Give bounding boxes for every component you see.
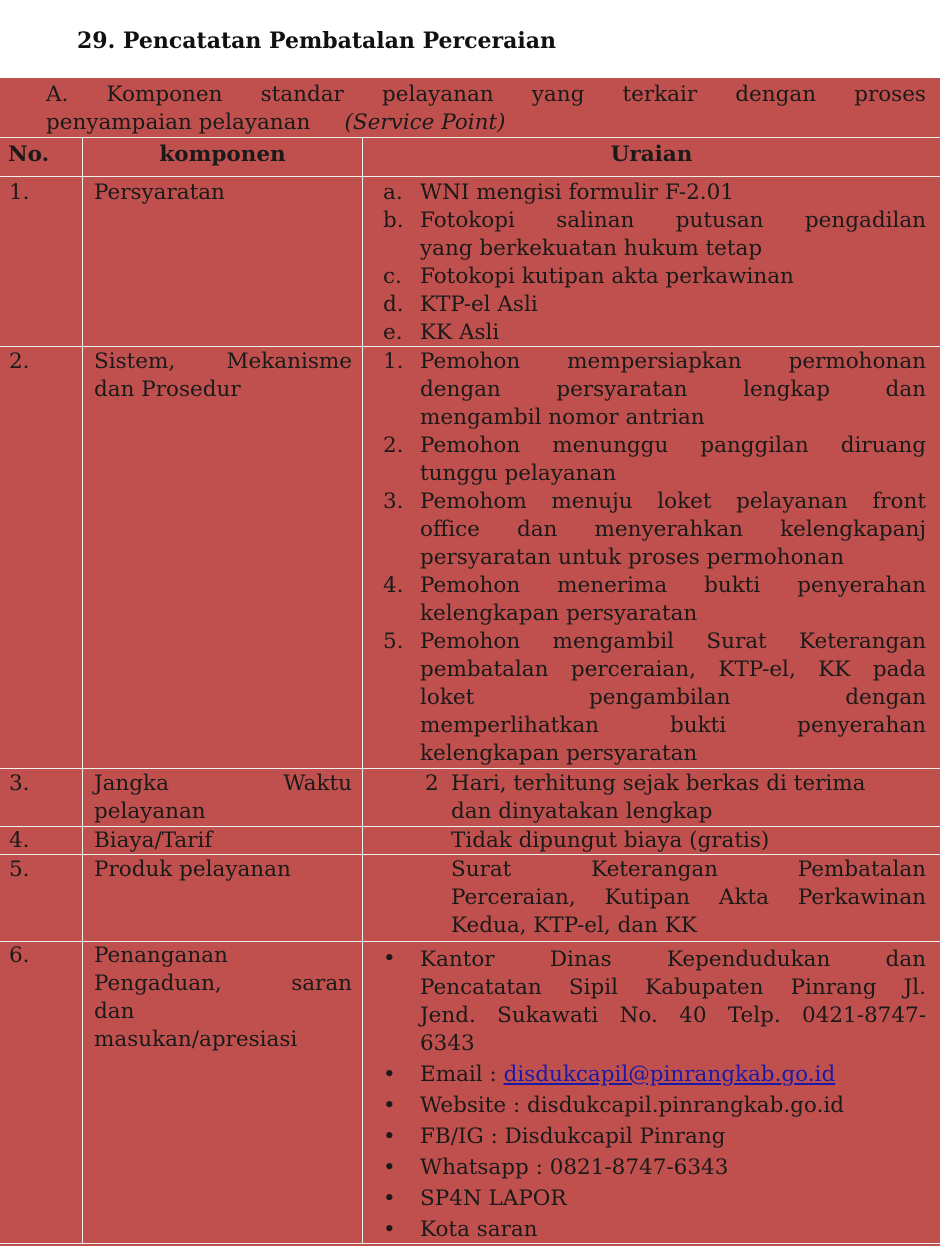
list-item: KTP-el Asli	[420, 292, 538, 317]
row-komponen: dan Prosedur	[94, 377, 241, 402]
list-item: Fotokopi kutipan akta perkawinan	[420, 264, 794, 289]
list-item: persyaratan untuk proses permohonan	[420, 545, 845, 570]
header-komponen: komponen	[159, 142, 286, 167]
bullet-icon: •	[383, 1124, 396, 1149]
list-marker: b.	[383, 208, 404, 233]
list-item: Whatsapp : 0821-8747-6343	[420, 1155, 729, 1180]
service-table	[0, 78, 940, 1246]
list-item: Pemohon mempersiapkan permohonan	[420, 349, 926, 374]
row-komponen: pelayanan	[94, 799, 206, 824]
list-marker: c.	[383, 264, 402, 289]
list-item: SP4N LAPOR	[420, 1186, 567, 1211]
bullet-icon: •	[383, 1093, 396, 1118]
list-item: tunggu pelayanan	[420, 461, 617, 486]
list-item: Kota saran	[420, 1217, 538, 1242]
list-item: Pemohon menerima bukti penyerahan	[420, 573, 926, 598]
row-komponen: Jangka Waktu	[94, 771, 352, 796]
list-item: Pemohon menunggu panggilan diruang	[420, 433, 926, 458]
list-marker: d.	[383, 292, 404, 317]
list-marker: 5.	[383, 629, 404, 654]
row-komponen: dan	[94, 999, 135, 1024]
row-komponen: Sistem, Mekanisme	[94, 349, 352, 374]
list-marker: 3.	[383, 489, 404, 514]
grid-line	[0, 176, 940, 177]
list-item: loket pengambilan dengan	[420, 685, 926, 710]
list-item: dengan persyaratan lengkap dan	[420, 377, 926, 402]
section-heading-line1: A. Komponen standar pelayanan yang terkair dengan proses	[46, 82, 926, 107]
list-item: kelengkapan persyaratan	[420, 741, 698, 766]
list-item: KK Asli	[420, 320, 500, 345]
list-item: Fotokopi salinan putusan pengadilan	[420, 208, 926, 233]
list-item: pembatalan perceraian, KTP-el, KK pada	[420, 657, 926, 682]
row-komponen: Persyaratan	[94, 180, 225, 205]
product-text: Perceraian, Kutipan Akta Perkawinan	[451, 885, 926, 910]
list-marker: 4.	[383, 573, 404, 598]
row-komponen: masukan/apresiasi	[94, 1027, 298, 1052]
row-komponen: Pengaduan, saran	[94, 971, 352, 996]
bullet-icon: •	[383, 1217, 396, 1242]
page-title: 29. Pencatatan Pembatalan Perceraian	[77, 28, 556, 54]
list-marker: 1.	[383, 349, 404, 374]
row-number: 2.	[9, 349, 30, 374]
list-item: office dan menyerahkan kelengkapanj	[420, 517, 926, 542]
row-number: 6.	[9, 943, 30, 968]
row-komponen: Biaya/Tarif	[94, 828, 213, 853]
list-item: 6343	[420, 1031, 475, 1056]
email-link[interactable]: disdukcapil@pinrangkab.go.id	[503, 1062, 836, 1087]
row-number: 1.	[9, 180, 30, 205]
row-komponen: Penanganan	[94, 943, 228, 968]
header-uraian: Uraian	[610, 142, 693, 167]
list-item: Pencatatan Sipil Kabupaten Pinrang Jl.	[420, 975, 926, 1000]
bullet-icon: •	[383, 1062, 396, 1087]
list-item: Pemohom menuju loket pelayanan front	[420, 489, 926, 514]
list-item: FB/IG : Disdukcapil Pinrang	[420, 1124, 726, 1149]
product-text: Kedua, KTP-el, dan KK	[451, 913, 697, 938]
list-marker: a.	[383, 180, 403, 205]
grid-line	[0, 768, 940, 769]
list-item: Pemohon mengambil Surat Keterangan	[420, 629, 926, 654]
row-number: 4.	[9, 828, 30, 853]
duration-text: Hari, terhitung sejak berkas di terima	[451, 771, 866, 796]
bullet-icon: •	[383, 1155, 396, 1180]
duration-text: dan dinyatakan lengkap	[451, 799, 713, 824]
row-number: 3.	[9, 771, 30, 796]
grid-line	[82, 137, 83, 1244]
list-item: mengambil nomor antrian	[420, 405, 705, 430]
list-marker: 2.	[383, 433, 404, 458]
grid-line	[362, 137, 363, 1244]
bullet-icon: •	[383, 946, 396, 971]
list-item: kelengkapan persyaratan	[420, 601, 698, 626]
header-no: No.	[8, 142, 50, 167]
bullet-icon: •	[383, 1186, 396, 1211]
grid-line	[0, 137, 940, 138]
list-item: Website : disdukcapil.pinrangkab.go.id	[420, 1093, 844, 1118]
section-heading-line2: penyampaian pelayanan (Service Point)	[46, 110, 506, 135]
list-marker: e.	[383, 320, 403, 345]
list-item: Email : disdukcapil@pinrangkab.go.id	[420, 1062, 836, 1087]
list-item: yang berkekuatan hukum tetap	[420, 236, 763, 261]
list-item: WNI mengisi formulir F-2.01	[420, 180, 734, 205]
fee-text: Tidak dipungut biaya (gratis)	[451, 828, 770, 853]
list-item: memperlihatkan bukti penyerahan	[420, 713, 926, 738]
list-item: Jend. Sukawati No. 40 Telp. 0421-8747-	[420, 1003, 926, 1028]
duration-value: 2	[425, 771, 439, 796]
list-item: Kantor Dinas Kependudukan dan	[420, 947, 926, 972]
row-komponen: Produk pelayanan	[94, 857, 291, 882]
product-text: Surat Keterangan Pembatalan	[451, 857, 926, 882]
row-number: 5.	[9, 857, 30, 882]
